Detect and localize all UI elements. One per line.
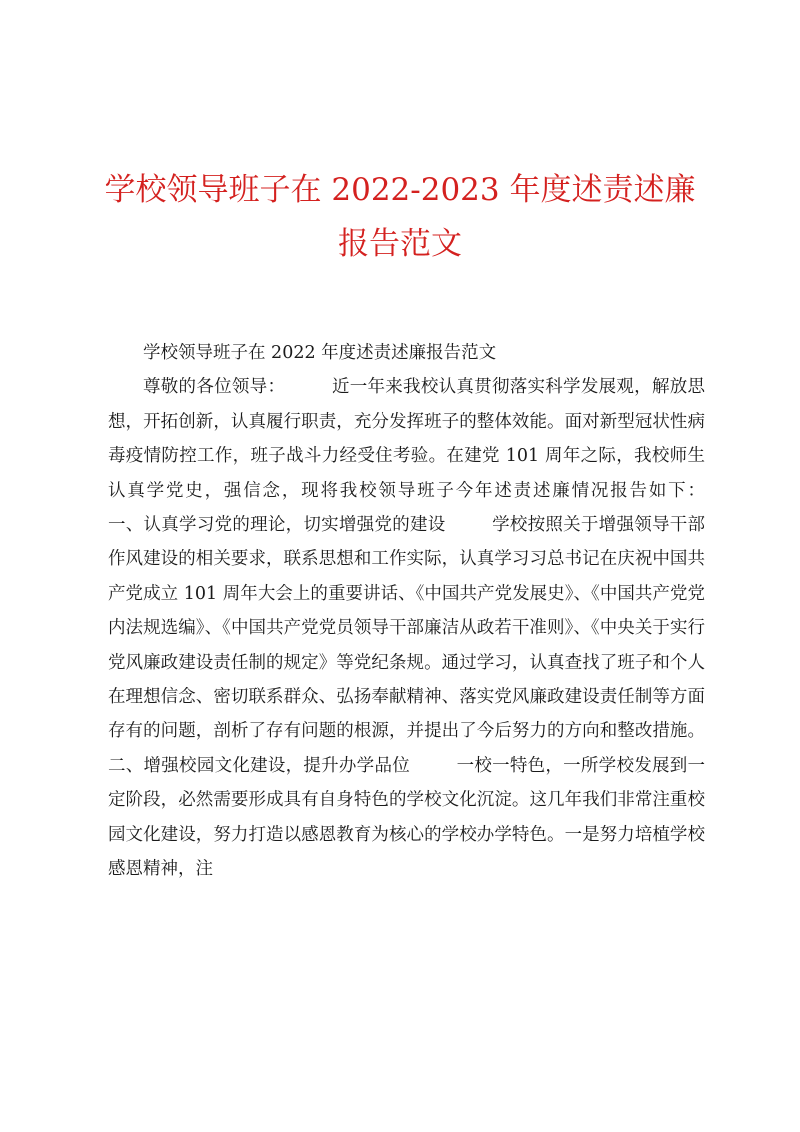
gap	[705, 721, 750, 741]
intro-text: 近一年来我校认真贯彻落实科学发展观，解放思想，开拓创新，认真履行职责，充分发挥班子的整体效能。面对新型冠状性病毒疫情防控工作，班子战斗力经受住考验。在建党 101 周年之际，我校师生认真学党史，强信念，现将我校领导班子今年述责述廉情况报告如下：	[108, 377, 705, 501]
section-1-body: 学校按照关于增强领导干部作风建设的相关要求，联系思想和工作实际，认真学习习总书记在庆祝中国共产党成立 101 周年大会上的重要讲话、《中国共产党发展史》、《中国共产党党内法规选编》、《中国共产党党员领导干部廉洁从政若干准则》、《中央关于实行党风廉政建设责任制的规定》等党纪条规。通过学习，认真查找了班子和个人在理想信念、密切联系群众、弘扬奉献精神、落实党风廉政建设责任制等方面存有的问题，剖析了存有问题的根源，并提出了今后努力的方向和整改措施。	[108, 515, 705, 742]
gap	[446, 515, 493, 535]
section-1-heading: 一、认真学习党的理论，切实增强党的建设	[108, 515, 446, 536]
section-2-body: 一校一特色，一所学校发展到一定阶段，必然需要形成具有自身特色的学校文化沉淀。这几年我们非常注重校园文化建设，努力打造以感恩教育为核心的学校办学特色。一是努力培植学校感恩精神，注	[108, 755, 705, 880]
section-2-heading: 二、增强校园文化建设，提升办学品位	[108, 755, 410, 776]
salutation: 尊敬的各位领导：	[143, 377, 286, 398]
document-subtitle-line: 学校领导班子在 2022 年度述责述廉报告范文	[143, 343, 497, 363]
gap	[410, 756, 457, 776]
document-body	[108, 336, 705, 887]
main-paragraph	[108, 370, 705, 886]
document-title: 学校领导班子在 2022-2023 年度述责述廉报告范文	[104, 172, 696, 262]
gap	[285, 377, 332, 397]
gap	[705, 481, 750, 501]
